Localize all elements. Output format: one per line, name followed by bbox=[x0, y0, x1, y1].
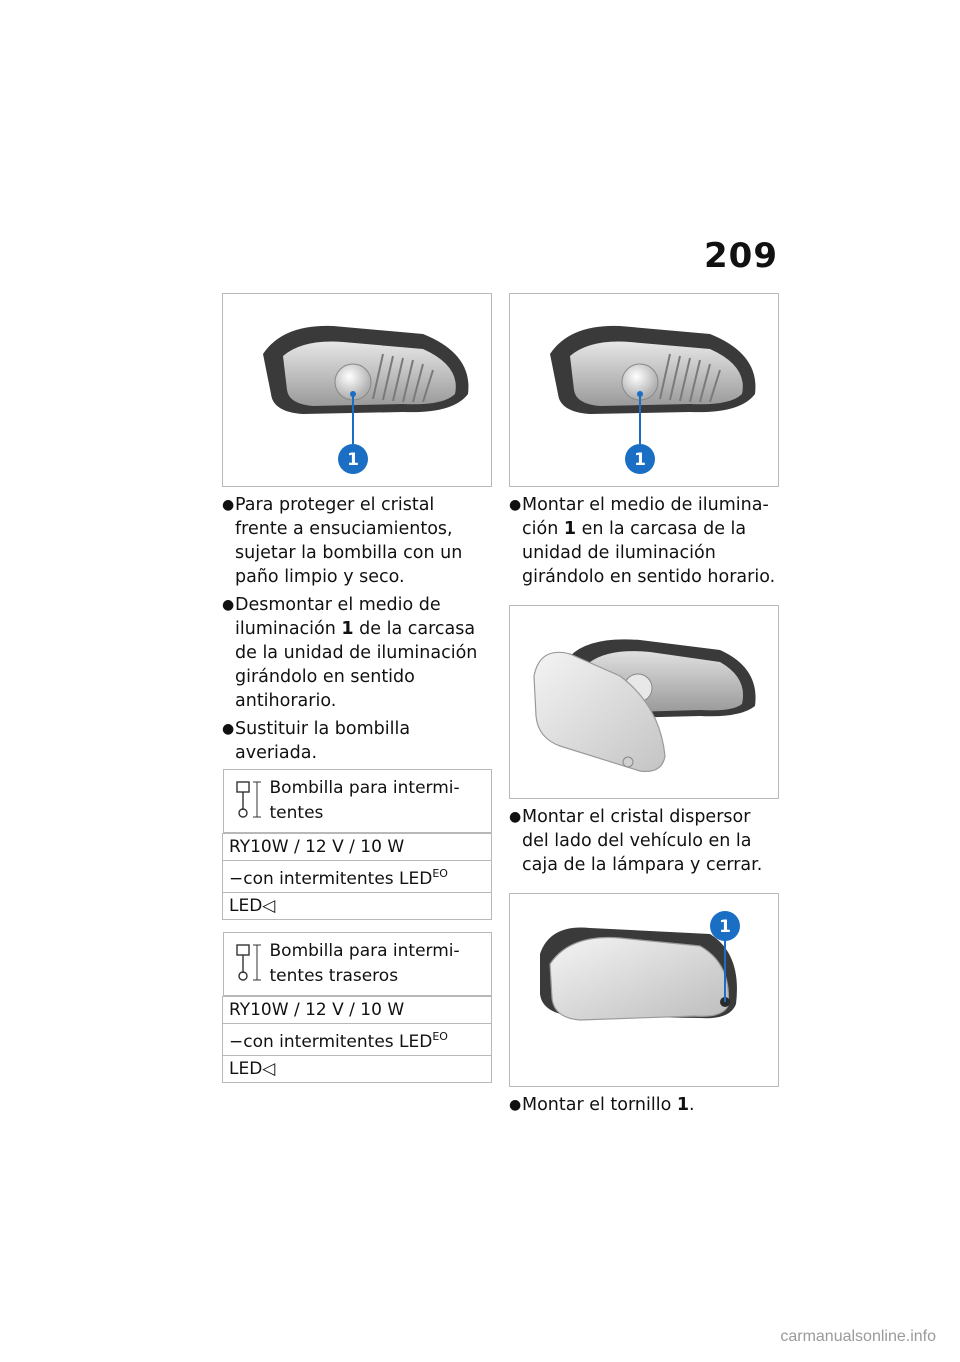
step-remove-light: ● Desmontar el medio de iluminación 1 de la carcasa de la unidad de iluminación girándolo en sentido antihorario. bbox=[222, 595, 478, 711]
bulb-dimension-icon bbox=[230, 943, 270, 983]
figure-screw bbox=[509, 893, 779, 1087]
callout-1: 1 bbox=[347, 450, 359, 470]
spec-table-front bbox=[222, 769, 492, 920]
spec-led: LED◁ bbox=[223, 893, 492, 920]
figure-lens-cover bbox=[509, 605, 779, 799]
spec-option: −con intermitentes $LED^{EO}$ bbox=[223, 1024, 492, 1056]
bulb-housing-illustration bbox=[223, 294, 491, 486]
bulb-dimension-icon bbox=[230, 780, 270, 820]
right-column bbox=[509, 293, 779, 1121]
callout-1: 1 bbox=[719, 917, 731, 937]
mount-bulb-illustration bbox=[510, 294, 778, 486]
spec-value: RY10W / 12 V / 10 W bbox=[223, 997, 492, 1024]
lens-cover-illustration bbox=[510, 606, 778, 798]
spec-option: −con intermitentes $LED^{EO}$ bbox=[223, 861, 492, 893]
step-mount-light: ● Montar el medio de iluminación 1 en la carcasa de la unidad de iluminación girándolo en sentido horario. bbox=[509, 495, 776, 587]
page-number: 209 bbox=[704, 236, 778, 276]
step-mount-lens: ● Montar el cristal dispersor del lado del vehículo en la caja de la lámpara y cerrar. bbox=[509, 807, 763, 875]
figure-mount-bulb bbox=[509, 293, 779, 487]
step-replace-bulb: ● Sustituir la bombilla averiada. bbox=[222, 719, 411, 763]
spec-title: Bombilla para intermitentes traseros bbox=[269, 941, 460, 986]
right-steps-1 bbox=[509, 493, 779, 589]
callout-1: 1 bbox=[634, 450, 646, 470]
spec-led: LED◁ bbox=[223, 1056, 492, 1083]
spec-title: Bombilla para intermitentes bbox=[269, 778, 460, 823]
step-protect-glass: ● Para proteger el cristal frente a ensuciamientos, sujetar la bombilla con un paño limpio y seco. bbox=[222, 495, 463, 587]
right-steps-2 bbox=[509, 805, 779, 877]
left-steps bbox=[222, 493, 492, 765]
left-column bbox=[222, 293, 492, 1083]
spec-value: RY10W / 12 V / 10 W bbox=[223, 834, 492, 861]
figure-bulb-housing bbox=[222, 293, 492, 487]
screw-illustration bbox=[510, 894, 778, 1086]
watermark: carmanualsonline.info bbox=[780, 1328, 936, 1345]
step-mount-screw: ● Montar el tornillo 1. bbox=[509, 1095, 695, 1115]
right-steps-3 bbox=[509, 1093, 779, 1117]
spec-table-rear bbox=[222, 932, 492, 1083]
